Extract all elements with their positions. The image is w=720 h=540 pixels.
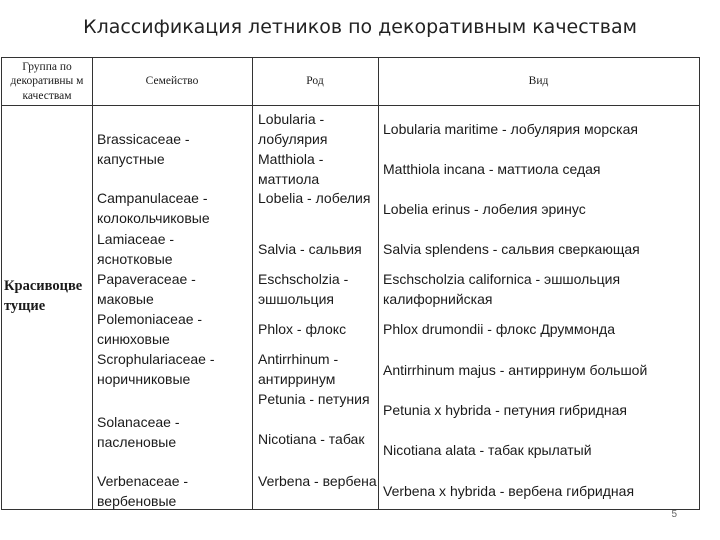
header-genus: Род [306, 75, 324, 88]
column-divider [252, 58, 253, 509]
species-cell: Lobelia erinus - лобелия эринус [383, 201, 586, 217]
genus-cell: Lobularia - лобулярия [258, 111, 328, 147]
genus-cell: Eschscholzia - эшшольция [258, 271, 349, 307]
page-title: Классификация летников по декоративным качествам [83, 16, 637, 38]
species-cell: Lobularia maritime - лобулярия морская [383, 121, 638, 137]
header-family: Семейство [145, 75, 199, 88]
family-cell: Lamiaceae - яснотковые [97, 231, 175, 267]
family-cell: Polemoniaceae - синюховые [97, 311, 203, 347]
family-cell: Verbenaceae - вербеновые [97, 473, 189, 509]
family-cell: Solanaceae - пасленовые [97, 414, 180, 450]
species-cell: Antirrhinum majus - антирринум большой [383, 362, 648, 378]
family-cell: Scrophulariaceae - норичниковые [97, 351, 215, 387]
species-cell: Phlox drumondii - флокс Друммонда [383, 321, 615, 337]
genus-cell: Phlox - флокс [258, 321, 347, 337]
species-cell: Salvia splendens - сальвия сверкающая [383, 241, 640, 257]
genus-cell: Antirrhinum - антирринум [258, 351, 339, 387]
species-cell: Nicotiana alata - табак крылатый [383, 442, 592, 458]
genus-cell: Matthiola - маттиола [258, 151, 324, 187]
genus-cell: Petunia - петуния [258, 391, 370, 407]
genus-cell: Lobelia - лобелия [258, 190, 371, 206]
page-number: 5 [671, 509, 677, 520]
header-species: Вид [528, 75, 549, 88]
genus-cell: Nicotiana - табак [258, 431, 365, 447]
column-divider [92, 58, 93, 509]
species-cell: Verbena x hybrida - вербена гибридная [383, 483, 635, 499]
family-cell: Brassicaceae - капустные [97, 131, 190, 167]
group-label: Красивоцве тущие [4, 278, 83, 314]
header-group: Группа по декоративны м качествам [10, 60, 84, 102]
species-cell: Matthiola incana - маттиола седая [383, 161, 601, 177]
genus-cell: Verbena - вербена [258, 473, 377, 489]
species-cell: Petunia x hybrida - петуния гибридная [383, 402, 627, 418]
family-cell: Campanulaceae - колокольчиковые [97, 190, 210, 226]
family-cell: Papaveraceae - маковые [97, 271, 196, 307]
genus-cell: Salvia - сальвия [258, 241, 362, 257]
header-divider [2, 105, 699, 106]
classification-table [1, 57, 700, 510]
species-cell: Eschscholzia californica - эшшольция калифорнийская [383, 271, 621, 307]
